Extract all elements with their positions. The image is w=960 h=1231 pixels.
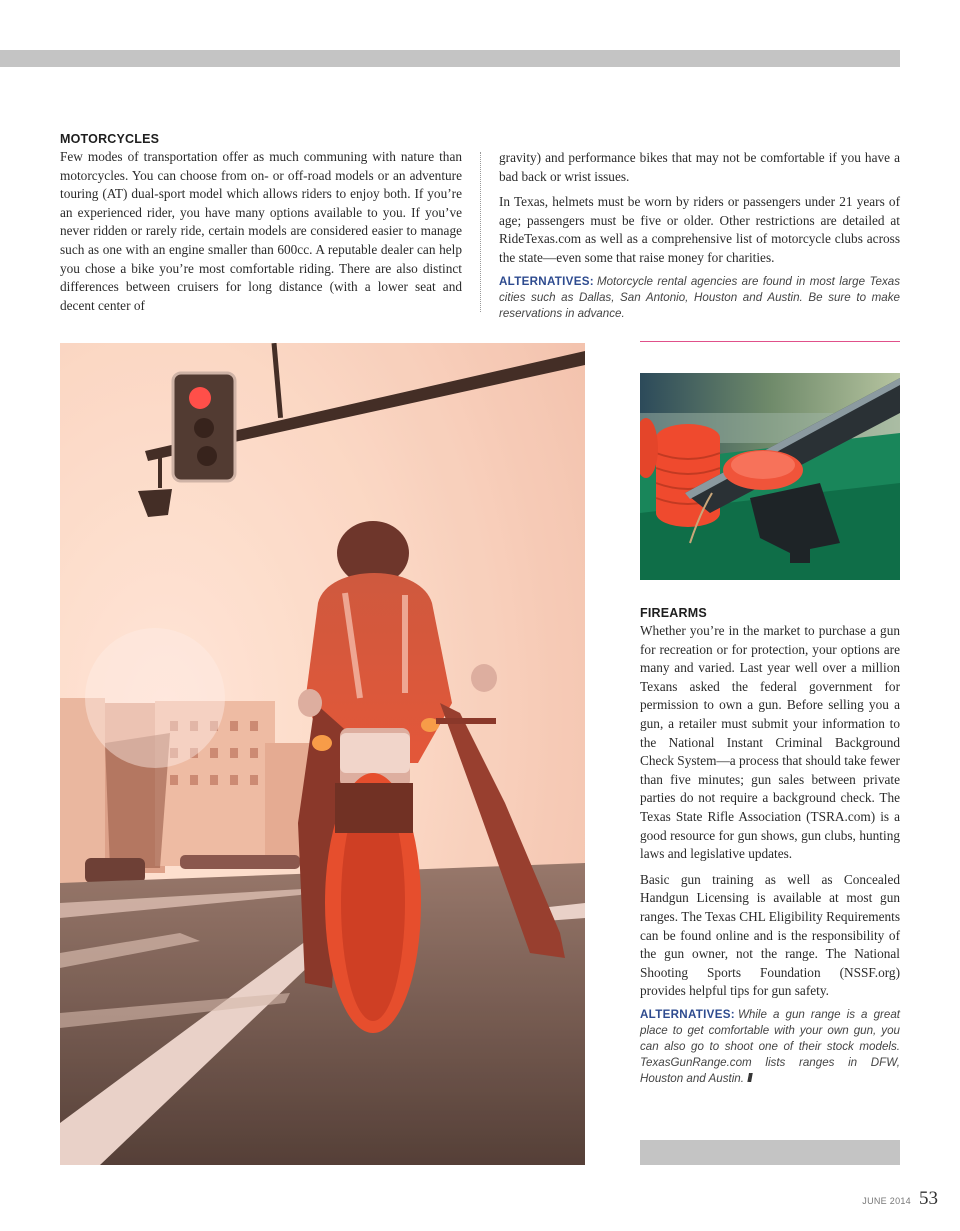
section-rule bbox=[640, 341, 900, 342]
alternatives-text: Motorcycle rental agencies are found in most large Texas cities such as Dallas, San Antonio, Houston and Austin. Be sure to make reservations in advance. bbox=[499, 274, 900, 320]
motorcycles-heading: MOTORCYCLES bbox=[60, 132, 160, 146]
clay-target-photo bbox=[640, 373, 900, 580]
motorcycles-paragraph-2: gravity) and performance bikes that may not be comfortable if you have a bad back or wrist issues. bbox=[499, 150, 900, 184]
motorcycle-photo bbox=[60, 343, 585, 1165]
top-decorative-bar bbox=[0, 50, 900, 67]
motorcycles-paragraph-3: In Texas, helmets must be worn by riders or passengers under 21 years of age; passengers must be five or older. Other restrictions are detailed at RideTexas.com as well as a comprehensive list of motorcycle clubs across the state—even some that raise money for charities. bbox=[499, 194, 900, 265]
page-number: 53 bbox=[919, 1188, 938, 1209]
issue-date: JUNE 2014 bbox=[862, 1196, 911, 1206]
bottom-decorative-bar bbox=[640, 1140, 900, 1165]
firearms-heading: FIREARMS bbox=[640, 606, 707, 620]
end-mark: /// bbox=[747, 1071, 751, 1085]
firearms-paragraph-1: Whether you’re in the market to purchase a gun for recreation or for protection, your options are many and varied. Last year well over a million Texans asked the federal government for permission to own a gun. Before selling you a gun, a retailer must submit your information to the National Instant Criminal Background Check System—a process that should take fewer than five minutes; gun sales between private parties do not require a background check. The Texas State Rifle Association (TSRA.com) is a good resource for gun shows, gun clubs, hunting laws and legislative updates. bbox=[640, 623, 900, 862]
firearms-paragraph-2: Basic gun training as well as Concealed Handgun Licensing is available at most gun ranges. The Texas CHL Eligibility Requirements can be found online and is the responsibility of the gun owner, not the range. The National Shooting Sports Foundation (NSSF.org) provides helpful tips for gun safety. bbox=[640, 871, 900, 999]
motorcycles-alternatives bbox=[499, 274, 900, 322]
motorcycles-column-1 bbox=[60, 132, 462, 315]
alternatives-label: ALTERNATIVES: bbox=[640, 1007, 735, 1021]
motorcycles-paragraph-1: Few modes of transportation offer as much communing with nature than motorcycles. You can choose from on- or off-road models or an adventure touring (AT) dual-sport model which allows riders to enjoy both. If you’re an experienced rider, you have many options available to you. If you’ve never ridden or rarely ride, certain models are considered easier to manage such as one with an engine smaller than 600cc. A reputable dealer can help you chose a bike you’re most comfortable riding. There are also distinct differences between cruisers for long distance (with a lower seat and decent center of bbox=[60, 149, 462, 313]
column-divider bbox=[480, 152, 481, 312]
motorcycles-column-2 bbox=[499, 149, 900, 322]
firearms-column bbox=[640, 606, 900, 1087]
alternatives-text: While a gun range is a great place to get comfortable with your own gun, you can also go to shoot one of their stock models. TexasGunRange.com lists ranges in DFW, Houston and Austin. bbox=[640, 1007, 900, 1085]
alternatives-label: ALTERNATIVES: bbox=[499, 274, 594, 288]
page-folio bbox=[862, 1188, 938, 1210]
firearms-alternatives bbox=[640, 1007, 900, 1087]
